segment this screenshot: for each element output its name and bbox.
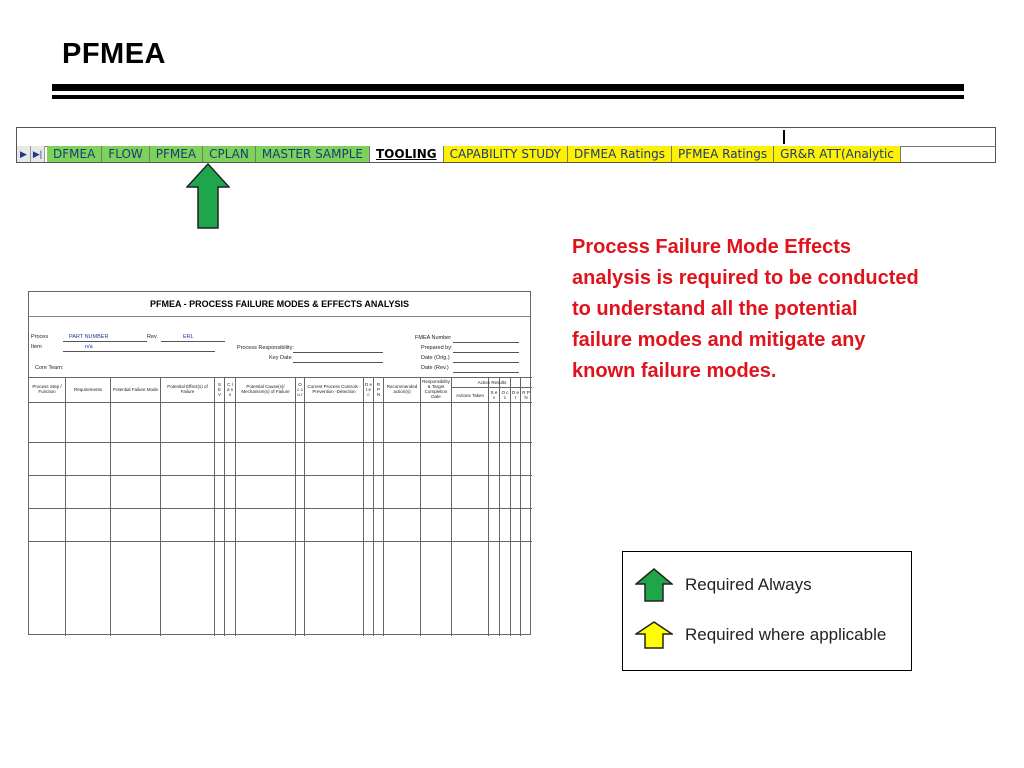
form-key-date-label: Key Date xyxy=(269,355,292,361)
form-grid xyxy=(29,377,532,636)
col-header: Actions Taken xyxy=(456,392,484,398)
legend-label-applicable: Required where applicable xyxy=(685,625,887,644)
form-rev-label: Rev. xyxy=(147,334,158,340)
tab-grr-att[interactable]: GR&R ATT(Analytic xyxy=(774,146,901,163)
title-rule-thin xyxy=(52,95,964,99)
form-date-orig-label: Date (Orig.) xyxy=(421,355,450,361)
tab-master-sample[interactable]: MASTER SAMPLE xyxy=(256,146,370,163)
col-header: R P N xyxy=(522,390,530,400)
title-rule-thick xyxy=(52,84,964,91)
text-cursor xyxy=(783,130,785,144)
green-up-arrow-icon xyxy=(635,568,673,602)
col-header: S e v xyxy=(490,390,498,400)
col-header: Potential Failure Mode xyxy=(112,386,159,392)
tab-dfmea-ratings[interactable]: DFMEA Ratings xyxy=(568,146,672,163)
form-responsibility-label: Process Responsibility: xyxy=(237,345,294,351)
col-header: Process Step / Function xyxy=(32,384,62,394)
legend-label-always: Required Always xyxy=(685,575,812,594)
sheet-nav-buttons xyxy=(17,146,45,163)
col-header: R P N xyxy=(376,381,381,397)
tab-pfmea-ratings[interactable]: PFMEA Ratings xyxy=(672,146,774,163)
col-header-action-results: Action Results xyxy=(477,380,507,385)
col-header: Current Process Controls -Prevention -Detection xyxy=(307,384,361,394)
form-core-team-label: Core Team: xyxy=(35,365,64,371)
legend-item-always xyxy=(635,568,812,602)
legend-item-applicable xyxy=(635,621,886,649)
form-fmea-number-label: FMEA Number xyxy=(415,335,452,341)
form-date-rev-label: Date (Rev.) xyxy=(421,365,449,371)
col-header: C l a s s xyxy=(226,381,233,397)
description-text: Process Failure Mode Effects analysis is required to be conducted to understand all the potential failure modes and mitigate any known failure modes. xyxy=(572,236,919,382)
next-sheet-arrow-icon[interactable]: ▶ xyxy=(17,146,31,163)
tab-cplan[interactable]: CPLAN xyxy=(203,146,256,163)
tab-tooling[interactable]: TOOLING xyxy=(370,146,444,163)
col-header: Potential Effect(s) of Failure xyxy=(167,384,208,394)
col-header: S E V xyxy=(217,381,221,397)
tab-dfmea[interactable]: DFMEA xyxy=(47,146,102,163)
col-header: D e t e c xyxy=(365,381,373,397)
form-process-value: PART NUMBER xyxy=(69,334,109,340)
col-header: D e t xyxy=(512,390,520,400)
form-title: PFMEA - PROCESS FAILURE MODES & EFFECTS ANALYSIS xyxy=(149,299,410,309)
form-rev-value: ERL xyxy=(183,334,194,340)
col-header: Potential Cause(s)/ Mechanism(s) of Failure xyxy=(241,384,290,394)
last-sheet-arrow-icon[interactable]: ▶| xyxy=(31,146,45,163)
page-title: PFMEA xyxy=(62,38,166,70)
sheet-tab-bar xyxy=(16,127,996,163)
form-item-value: n/a xyxy=(85,344,93,350)
col-header: O c c xyxy=(501,390,509,400)
tab-pfmea[interactable]: PFMEA xyxy=(150,146,203,163)
pfmea-form-preview xyxy=(28,291,531,635)
form-item-label: Item xyxy=(31,344,42,350)
form-prepared-by-label: Prepared by: xyxy=(421,345,453,351)
green-up-arrow-icon xyxy=(186,163,230,229)
form-process-label: Proces xyxy=(31,334,49,340)
col-header: Recommended action(s) xyxy=(386,384,418,394)
legend-box xyxy=(622,551,912,671)
col-header: Responsibility & Target Completion Date xyxy=(422,379,450,399)
sheet-tabs xyxy=(47,146,901,163)
col-header: Requirements xyxy=(73,386,102,392)
tab-capability-study[interactable]: CAPABILITY STUDY xyxy=(444,146,568,163)
yellow-up-arrow-icon xyxy=(635,621,673,649)
tab-flow[interactable]: FLOW xyxy=(102,146,149,163)
col-header: O c c u r xyxy=(297,381,303,397)
